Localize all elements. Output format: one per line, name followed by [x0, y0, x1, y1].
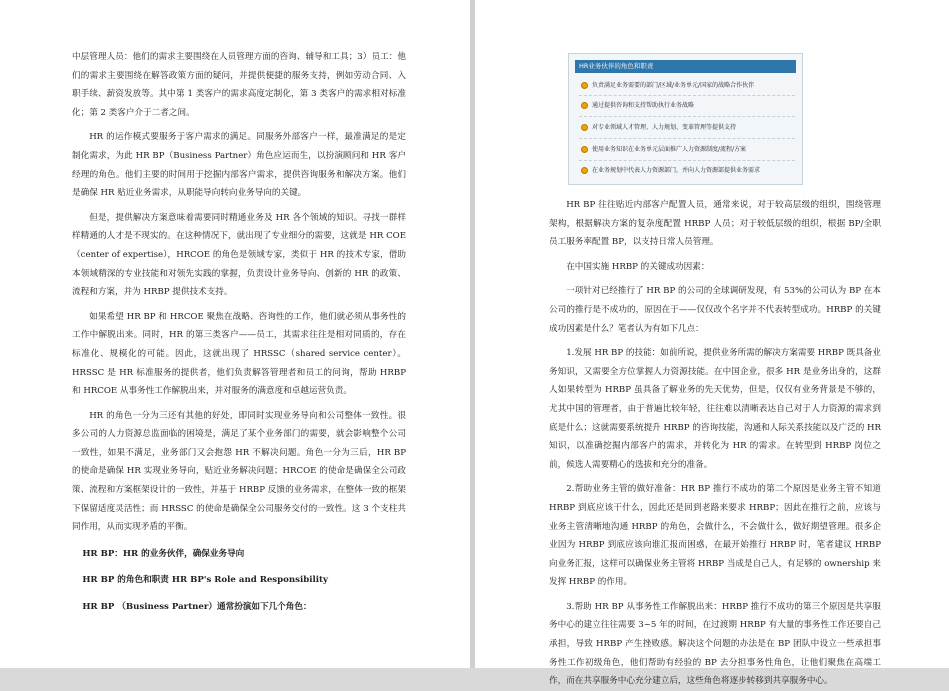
bullet-icon — [581, 146, 588, 153]
figure-item: 通过提供咨询和支持帮助执行业务战略 — [581, 100, 797, 112]
paragraph: HR 的角色一分为三还有其他的好处，即同时实现业务导向和公司整体一致性。很多公司的人力资源总监面临的困境是，满足了某个业务部门的需要，就会影响整个公司一致性，如果不满足，业务部门又会抱怨 HR 不解决问题。角色一分为三后，HR BP 的使命是确保 HR 实现业务导向，贴近业务解决问题；HRCOE 的使命是确保全公司政策、流程和方案框架设计的一致性，并基于 HRBP 反馈的业务需求，在整体一致的框架下保留适度灵活性；而 HRSSC 的使命是确保全公司服务交付的一致性。这 3 个支柱共同作用，从而实现矛盾的平衡。 — [72, 410, 406, 533]
bullet-icon — [581, 124, 588, 131]
figure-item: 使用业务知识在业务单元层面推广人力资源制度/流程/方案 — [581, 144, 797, 156]
paragraph: 一项针对已经推行了 HR BP 的公司的全球调研发现，有 53%的公司认为 BP 在本公司的推行是不成功的，原因在于——仅仅改个名字并不代表转型成功。HRBP 的关键成功因素是什么？笔者认为有如下几点： — [549, 286, 881, 334]
paragraph: 1.发展 HR BP 的技能：如前所说，提供业务所需的解决方案需要 HRBP 既具备业务知识，又需要全方位掌握人力资源技能。在中国企业，很多 HR 是业务出身的，这群人如果转型为 HRBP 虽具备了解业务的先天优势，但是，仅仅有业务背景是不够的，尤其中国的管理者，由于普遍比较年轻，往往难以清晰表达自己对于人力资源的需求到底是什么；这就需要系统提升 HRBP 的咨询技能，沟通和人际关系技能以及广泛的 HR 知识，以准确挖掘内部客户的需求，并转化为 HR 的需求。在转型到 HRBP 岗位之前，候选人需要精心的选拔和充分的准备。 — [549, 348, 881, 470]
right-column — [549, 190, 881, 691]
section-heading: HR BP （Business Partner）通常扮演如下几个角色： — [82, 602, 312, 613]
left-column — [72, 48, 406, 617]
figure-title: HR业务伙伴的角色和职责 — [575, 60, 796, 73]
section-heading: HR BP 的角色和职责 HR BP's Role and Responsibility — [82, 575, 328, 586]
bullet-icon — [581, 82, 588, 89]
divider — [579, 116, 795, 117]
divider — [579, 138, 795, 139]
figure-item: 对专业领域人才管理、人力规划、变革管理等提供支持 — [581, 122, 797, 134]
section-heading: HR BP：HR 的业务伙伴，确保业务导向 — [82, 548, 245, 559]
hrbp-role-figure — [568, 53, 803, 185]
divider — [579, 95, 795, 96]
paragraph: 3.帮助 HR BP 从事务性工作解脱出来：HRBP 推行不成功的第三个原因是共享服务中心的建立往往需要 3~5 年的时间，在过渡期 HRBP 有大量的事务性工作还要自己承担，导致 HRBP 产生挫败感。解决这个问题的办法是在 BP 团队中设立一些承担事务性工作初级角色，他们帮助有经验的 BP 去分担事务性角色，让他们聚焦在高端工作，而在共享服务中心充分建立后，这些角色将逐步转移到共享服务中心。 — [549, 601, 881, 687]
paragraph: 但是，提供解决方案意味着需要同时精通业务及 HR 各个领域的知识。寻找一群样样精通的人才是不现实的。在这种情况下，就出现了专业细分的需要，这就是 HR COE（center of expertise），HRCOE 的角色是领域专家，类似于 HR 的技术专家，借助本领域精深的专业技能和对领先实践的掌握，负责设计业务导向、创新的 HR 的政策、流程和方案，并为 HRBP 提供技术支持。 — [72, 212, 406, 298]
left-page — [0, 0, 470, 668]
paragraph: HR BP 往往贴近内部客户配置人员，通常来说，对于较高层级的组织，围绕管理架构，根据解决方案的复杂度配置 HRBP 人员；对于较低层级的组织，根据 BP/全职员工服务率配置 BP，以支持日常人员管理。 — [549, 200, 881, 248]
figure-item: 负责满足业务需要的部门/区域/业务单元/国家的战略合作伙伴 — [581, 80, 797, 92]
paragraph: HR 的运作模式要服务于客户需求的满足。同服务外部客户一样，最准满足的是定制化需求，为此 HR BP（Business Partner）角色应运而生，以扮演顾问和 HR 客户经理的角色。他们主要的时间用于挖掘内部客户需求，提供咨询服务和解决方案。他们是确保 HR 贴近业务需求，从职能导向转向业务导向的关键。 — [72, 132, 406, 199]
bullet-icon — [581, 167, 588, 174]
divider — [579, 160, 795, 161]
figure-box — [568, 53, 803, 185]
paragraph: 如果希望 HR BP 和 HRCOE 聚焦在战略、咨询性的工作，他们就必须从事务性的工作中解脱出来。同时，HR 的第三类客户——员工，其需求往往是相对同质的，存在标准化、规模化的可能。因此，这就出现了 HRSSC（shared service center）。HRSSC 是 HR 标准服务的提供者，他们负责解答管理者和员工的问询，帮助 HRBP 和 HRCOE 从事务性工作解脱出来，并对服务的满意度和卓越运营负责。 — [72, 311, 406, 397]
paragraph: 中层管理人员：他们的需求主要围绕在人员管理方面的咨询、辅导和工具；3）员工：他们的需求主要围绕在解答政策方面的疑问，并提供便捷的服务支持，例如劳动合同、入职手续、薪资发放等。其中第 1 类客户的需求高度定制化，第 3 类客户的需求相对标准化；第 2 类客户介于二者之间。 — [72, 52, 406, 118]
paragraph: 在中国实施 HRBP 的关键成功因素： — [566, 261, 710, 272]
paragraph: 2.帮助业务主管的做好准备：HR BP 推行不成功的第二个原因是业务主管不知道 HRBP 到底应该干什么，因此还是回到老路来要求 HRBP；因此在推行之前，应该与业务主管清晰地沟通 HRBP 的角色，会做什么，不会做什么，做好期望管理。很多企业因为 HRBP 到底应该向谁汇报而困惑，在最开始推行 HRBP 时，笔者建议 HRBP 向业务汇报，这样可以确保业务主管将 HRBP 当成是自己人，有足够的 ownership 来发挥 HRBP 的作用。 — [549, 484, 881, 588]
figure-item: 在业务规划中代表人力资源部门，并向人力资源部提供业务需求 — [581, 165, 797, 177]
bullet-icon — [581, 102, 588, 109]
